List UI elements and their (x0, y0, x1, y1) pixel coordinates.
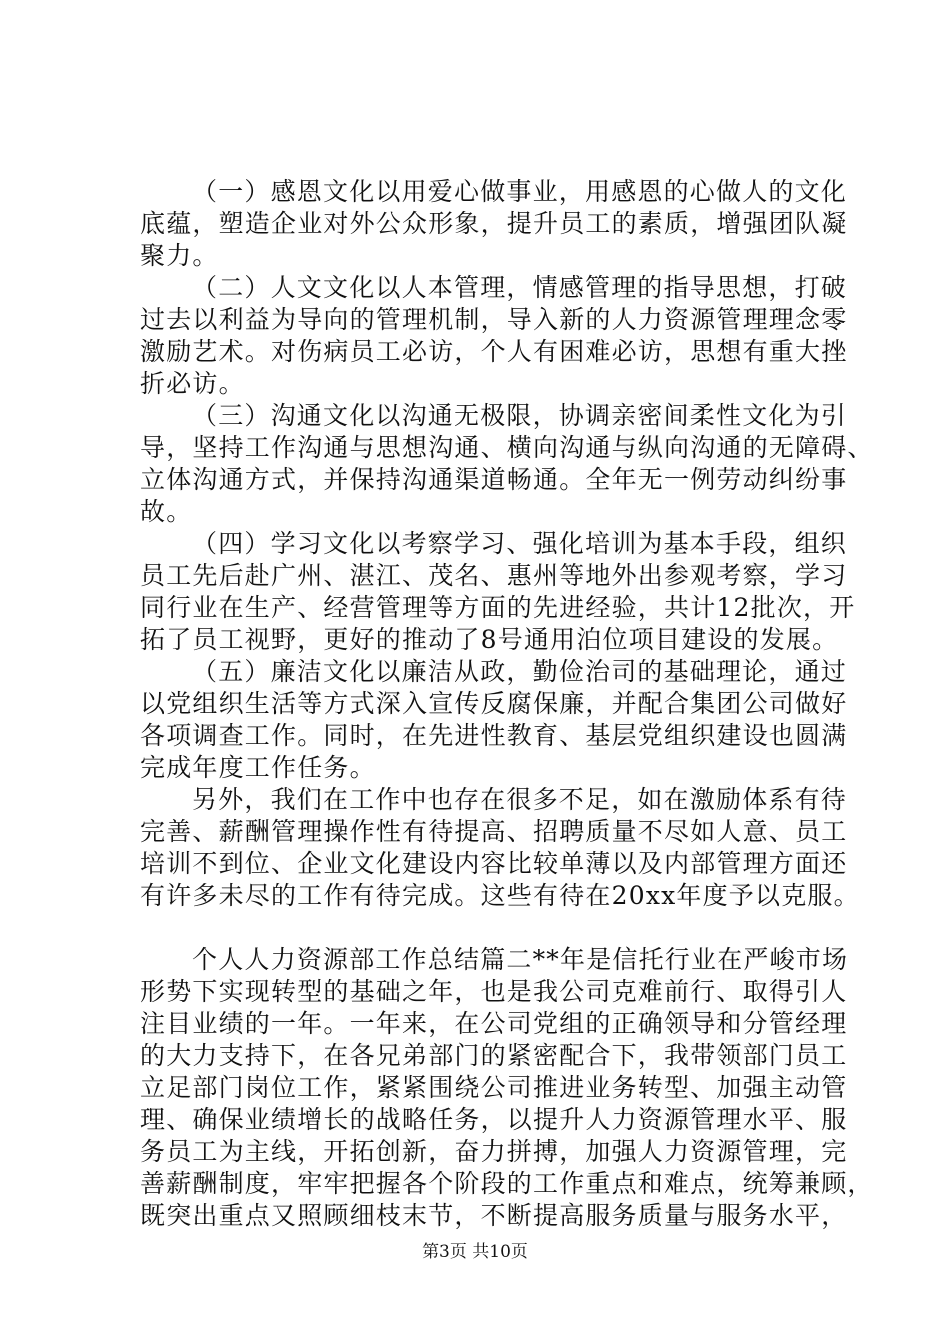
paragraph-2-line-4: 折必访。 (140, 369, 245, 398)
paragraph-7-line-4: 的大力支持下，在各兄弟部门的紧密配合下，我带领部门员工 (140, 1041, 848, 1070)
paragraph-7-line-9: 既突出重点又照顾细枝末节，不断提高服务质量与服务水平， (140, 1201, 848, 1230)
paragraph-3-line-4: 故。 (140, 497, 193, 526)
paragraph-3-line-2: 导，坚持工作沟通与思想沟通、横向沟通与纵向沟通的无障碍、 (140, 433, 874, 462)
paragraph-1-line-3: 聚力。 (140, 241, 219, 270)
paragraph-4-line-3: 同行业在生产、经营管理等方面的先进经验，共计12批次，开 (140, 593, 856, 622)
paragraph-2-line-3: 激励艺术。对伤病员工必访，个人有困难必访，思想有重大挫 (140, 337, 848, 366)
page-footer: 第3页 共10页 (422, 1242, 528, 1262)
paragraph-6-line-3: 培训不到位、企业文化建设内容比较单薄以及内部管理方面还 (140, 849, 848, 878)
paragraph-6-line-2: 完善、薪酬管理操作性有待提高、招聘质量不尽如人意、员工 (140, 817, 848, 846)
paragraph-2-line-2: 过去以利益为导向的管理机制，导入新的人力资源管理理念零 (140, 305, 848, 334)
paragraph-4-line-1: （四）学习文化以考察学习、强化培训为基本手段，组织 (192, 529, 848, 558)
paragraph-7-line-3: 注目业绩的一年。一年来，在公司党组的正确领导和分管经理 (140, 1009, 848, 1038)
paragraph-6-line-4: 有许多未尽的工作有待完成。这些有待在20xx年度予以克服。 (140, 881, 860, 910)
paragraph-2-line-1: （二）人文文化以人本管理，情感管理的指导思想，打破 (192, 273, 848, 302)
document-body (140, 176, 874, 1232)
paragraph-5-line-4: 完成年度工作任务。 (140, 753, 376, 782)
paragraph-gap (140, 912, 840, 944)
paragraph-4-line-2: 员工先后赴广州、湛江、茂名、惠州等地外出参观考察，学习 (140, 561, 848, 590)
paragraph-3-line-1: （三）沟通文化以沟通无极限，协调亲密间柔性文化为引 (192, 401, 848, 430)
paragraph-7-line-7: 务员工为主线，开拓创新，奋力拼搏，加强人力资源管理，完 (140, 1137, 848, 1166)
paragraph-5-line-1: （五）廉洁文化以廉洁从政，勤俭治司的基础理论，通过 (192, 657, 848, 686)
paragraph-4-line-4: 拓了员工视野，更好的推动了8号通用泊位项目建设的发展。 (140, 625, 839, 654)
paragraph-1-line-1: （一）感恩文化以用爱心做事业，用感恩的心做人的文化 (192, 177, 848, 206)
paragraph-7-line-6: 理、确保业绩增长的战略任务，以提升人力资源管理水平、服 (140, 1105, 848, 1134)
paragraph-7-line-5: 立足部门岗位工作，紧紧围绕公司推进业务转型、加强主动管 (140, 1073, 848, 1102)
paragraph-5-line-3: 各项调查工作。同时，在先进性教育、基层党组织建设也圆满 (140, 721, 848, 750)
paragraph-7-line-8: 善薪酬制度，牢牢把握各个阶段的工作重点和难点，统筹兼顾， (140, 1169, 874, 1198)
paragraph-1-line-2: 底蕴，塑造企业对外公众形象，提升员工的素质，增强团队凝 (140, 209, 848, 238)
paragraph-7-line-1: 个人人力资源部工作总结篇二**年是信托行业在严峻市场 (192, 945, 849, 974)
paragraph-3-line-3: 立体沟通方式，并保持沟通渠道畅通。全年无一例劳动纠纷事 (140, 465, 848, 494)
paragraph-5-line-2: 以党组织生活等方式深入宣传反腐保廉，并配合集团公司做好 (140, 689, 848, 718)
paragraph-7-line-2: 形势下实现转型的基础之年，也是我公司克难前行、取得引人 (140, 977, 848, 1006)
paragraph-6-line-1: 另外，我们在工作中也存在很多不足，如在激励体系有待 (192, 785, 848, 814)
